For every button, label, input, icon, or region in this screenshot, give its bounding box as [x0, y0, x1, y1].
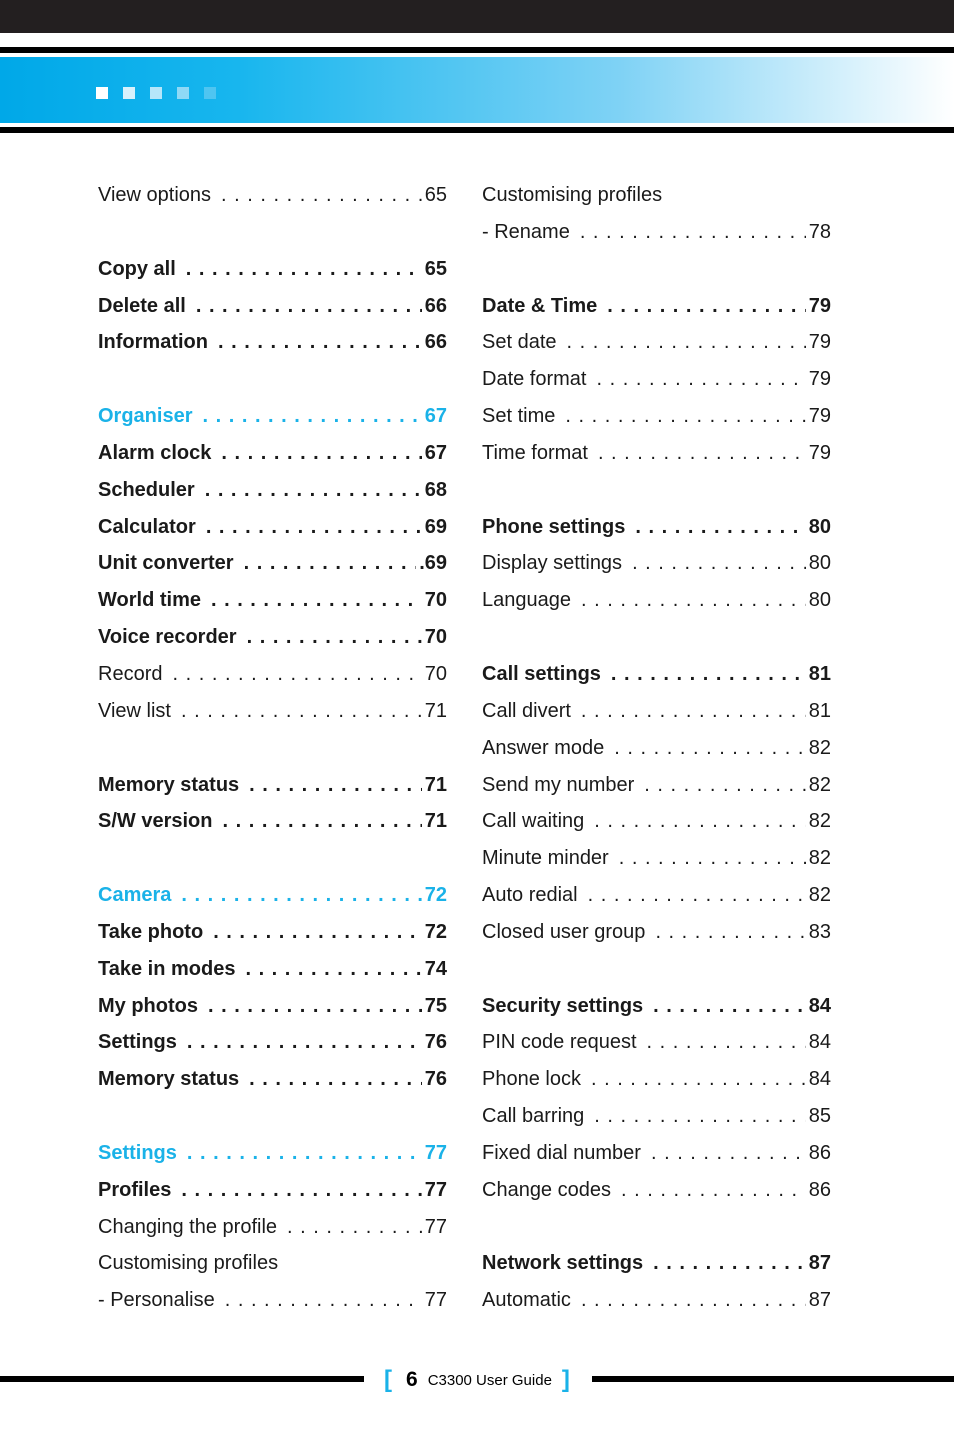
toc-entry[interactable]: [482, 884, 831, 921]
toc-entry-label: Information: [98, 331, 208, 354]
toc-entry-page: 65: [424, 184, 447, 206]
toc-entry-label: Display settings: [482, 552, 623, 575]
toc-leader-dots: [594, 1105, 805, 1128]
toc-entry-label: Language: [482, 589, 571, 612]
toc-entry[interactable]: [98, 884, 447, 921]
toc-entry-page: 78: [808, 220, 831, 243]
toc-entry[interactable]: [482, 442, 831, 479]
toc-leader-dots: [621, 1179, 806, 1202]
toc-entry[interactable]: [98, 1252, 447, 1289]
toc-entry-page: 69: [424, 515, 447, 538]
toc-entry[interactable]: [482, 1252, 831, 1289]
toc-leader-dots: [635, 516, 805, 539]
toc-entry[interactable]: [98, 663, 447, 700]
toc-leader-dots: [607, 295, 806, 318]
toc-entry-label: Scheduler: [98, 478, 195, 501]
toc-entry-page: 77: [424, 1289, 447, 1312]
toc-entry[interactable]: [98, 921, 447, 958]
toc-entry-label: Phone lock: [482, 1068, 581, 1091]
toc-entry-page: 82: [808, 810, 831, 833]
toc-entry-label: Profiles: [98, 1178, 172, 1201]
toc-entry-page: 83: [808, 920, 831, 943]
toc-entry-page: 67: [424, 405, 447, 428]
toc-entry-label: Phone settings: [482, 515, 626, 538]
toc-entry[interactable]: [98, 258, 447, 295]
toc-entry-label: Settings: [98, 1031, 177, 1054]
toc-spacer: [98, 847, 447, 884]
toc-leader-dots: [213, 921, 422, 944]
toc-entry-page: 70: [424, 589, 447, 612]
toc-entry-page: 71: [424, 810, 447, 833]
toc-entry[interactable]: [482, 700, 831, 737]
toc-leader-dots: [181, 1179, 421, 1202]
toc-entry-page: 79: [808, 331, 831, 354]
toc-leader-dots: [247, 626, 422, 649]
toc-leader-dots: [245, 958, 421, 981]
toc-entry[interactable]: [98, 1068, 447, 1105]
toc-entry-label: Delete all: [98, 294, 186, 317]
toc-entry-label: Minute minder: [482, 847, 609, 870]
toc-entry-page: 79: [808, 405, 831, 428]
toc-entry[interactable]: [482, 184, 831, 221]
toc-leader-dots: [581, 1289, 806, 1312]
toc-entry-label: View list: [98, 699, 171, 722]
toc-entry[interactable]: [482, 368, 831, 405]
toc-leader-dots: [581, 700, 806, 723]
toc-entry-page: 82: [808, 773, 831, 796]
toc-leader-dots: [244, 552, 417, 575]
toc-entry-page: 82: [808, 847, 831, 870]
page-footer: [384, 1362, 570, 1398]
toc-entry[interactable]: [482, 589, 831, 626]
toc-entry-page: 84: [808, 1068, 831, 1091]
toc-entry-label: Take in modes: [98, 957, 236, 980]
toc-leader-dots: [581, 589, 806, 612]
toc-entry-page: 79: [808, 368, 831, 391]
toc-leader-dots: [588, 884, 806, 907]
toc-entry-page: 67: [424, 441, 447, 464]
toc-entry-label: Changing the profile: [98, 1215, 278, 1238]
toc-entry[interactable]: [482, 1142, 831, 1179]
toc-leader-dots: [596, 368, 805, 391]
toc-entry-label: Customising profiles: [482, 184, 663, 206]
toc-entry-page: 80: [808, 515, 831, 538]
header-square-5: [204, 87, 216, 99]
toc-entry-label: World time: [98, 589, 201, 612]
toc-entry[interactable]: [98, 774, 447, 811]
toc-right-column: [482, 184, 831, 1326]
toc-entry-page: 87: [808, 1252, 831, 1275]
toc-spacer: [98, 221, 447, 258]
toc-entry-page: 86: [808, 1178, 831, 1201]
toc-spacer: [482, 1216, 831, 1253]
toc-entry[interactable]: [482, 995, 831, 1032]
toc-leader-dots: [567, 331, 806, 354]
toc-leader-dots: [181, 700, 422, 723]
toc-entry-page: 77: [424, 1178, 447, 1201]
toc-entry[interactable]: [98, 479, 447, 516]
footer-rule-left: [0, 1376, 364, 1382]
toc-entry-label: Send my number: [482, 773, 635, 796]
toc-entry-page: 80: [808, 589, 831, 612]
toc-entry[interactable]: [98, 1179, 447, 1216]
header-square-1: [96, 87, 108, 99]
toc-entry-page: 70: [424, 626, 447, 649]
toc-entry-label: View options: [98, 184, 212, 206]
toc-entry-page: 76: [424, 1031, 447, 1054]
toc-entry-label: Network settings: [482, 1252, 644, 1275]
toc-entry-label: Memory status: [98, 773, 240, 796]
toc-entry[interactable]: [482, 921, 831, 958]
toc-entry[interactable]: [482, 552, 831, 589]
toc-left-column: [98, 184, 447, 1326]
toc-entry[interactable]: [482, 737, 831, 774]
toc-entry-label: Call waiting: [482, 810, 585, 833]
toc-entry-page: 74: [424, 957, 447, 980]
toc-leader-dots: [565, 405, 805, 428]
toc-leader-dots: [598, 442, 806, 465]
toc-leader-dots: [619, 847, 806, 870]
toc-entry-page: 65: [424, 257, 447, 280]
toc-entry-label: Auto redial: [482, 884, 578, 907]
toc-spacer: [98, 368, 447, 405]
toc-entry[interactable]: [98, 295, 447, 332]
toc-entry-page: .69: [419, 552, 447, 575]
toc-entry-label: Organiser: [98, 405, 193, 428]
toc-spacer: [482, 626, 831, 663]
toc-entry[interactable]: [98, 184, 447, 221]
toc-entry-page: 80: [808, 552, 831, 575]
toc-leader-dots: [208, 995, 422, 1018]
toc-entry-page: 66: [424, 331, 447, 354]
toc-entry-label: Settings: [98, 1141, 177, 1164]
toc-entry-page: 84: [808, 994, 831, 1017]
toc-spacer: [482, 958, 831, 995]
toc-leader-dots: [181, 884, 421, 907]
toc-entry[interactable]: [482, 405, 831, 442]
toc-leader-dots: [614, 737, 805, 760]
toc-entry[interactable]: [98, 1031, 447, 1068]
header-rule-bottom: [0, 127, 954, 133]
toc-entry-label: - Rename: [482, 220, 570, 243]
toc-entry-label: Take photo: [98, 920, 204, 943]
toc-entry-label: Set time: [482, 405, 556, 428]
toc-leader-dots: [249, 774, 422, 797]
toc-entry-page: 75: [424, 994, 447, 1017]
toc-entry[interactable]: [482, 810, 831, 847]
guide-title: C3300 User Guide: [427, 1371, 552, 1389]
footer-close-bracket: ]: [561, 1366, 570, 1393]
toc-entry-page: 66: [424, 294, 447, 317]
toc-leader-dots: [196, 295, 422, 318]
toc-entry-label: S/W version: [98, 810, 213, 833]
toc-entry[interactable]: [98, 516, 447, 553]
toc-spacer: [482, 479, 831, 516]
toc-entry-page: 68: [424, 478, 447, 501]
toc-leader-dots: [287, 1216, 422, 1239]
toc-entry-label: - Personalise: [98, 1289, 215, 1312]
toc-entry-page: 71: [424, 699, 447, 722]
toc-leader-dots: [591, 1068, 806, 1091]
toc-entry-page: 77: [424, 1141, 447, 1164]
footer-open-bracket: [: [384, 1366, 392, 1393]
toc-entry-label: Alarm clock: [98, 441, 212, 464]
toc-entry-page: 86: [808, 1141, 831, 1164]
toc-leader-dots: [647, 1031, 806, 1054]
toc-entry-label: Unit converter: [98, 552, 234, 575]
toc-leader-dots: [187, 1031, 422, 1054]
toc-entry[interactable]: [98, 1216, 447, 1253]
toc-entry-label: Answer mode: [482, 736, 605, 759]
toc-entry-label: Change codes: [482, 1178, 611, 1201]
toc-entry-label: Camera: [98, 884, 172, 907]
toc-entry-page: 81: [808, 699, 831, 722]
toc-entry[interactable]: [482, 847, 831, 884]
toc-entry-page: 79: [808, 441, 831, 464]
toc-spacer: [98, 737, 447, 774]
toc-spacer: [98, 1105, 447, 1142]
toc-entry-page: 85: [808, 1105, 831, 1128]
toc-entry-label: Time format: [482, 441, 588, 464]
toc-leader-dots: [249, 1068, 422, 1091]
toc-entry-label: Automatic: [482, 1289, 571, 1312]
toc-entry[interactable]: [98, 1142, 447, 1179]
toc-leader-dots: [594, 810, 805, 833]
toc-entry-page: 72: [424, 920, 447, 943]
toc-entry-label: Date format: [482, 368, 587, 391]
page-number: 6: [406, 1368, 418, 1391]
toc-entry-label: Call settings: [482, 662, 601, 685]
toc-entry[interactable]: [482, 663, 831, 700]
toc-entry[interactable]: [98, 331, 447, 368]
header-square-3: [150, 87, 162, 99]
toc-leader-dots: [644, 774, 805, 797]
toc-leader-dots: [206, 516, 422, 539]
toc-entry-label: Record: [98, 662, 163, 685]
toc-entry[interactable]: [482, 516, 831, 553]
toc-entry-label: Call barring: [482, 1105, 585, 1128]
toc-entry-label: Fixed dial number: [482, 1141, 641, 1164]
toc-leader-dots: [218, 331, 422, 354]
toc-leader-dots: [172, 663, 421, 686]
toc-entry-label: Set date: [482, 331, 557, 354]
toc-entry-label: Voice recorder: [98, 626, 237, 649]
toc-entry-label: Call divert: [482, 699, 571, 722]
toc-entry[interactable]: [98, 552, 447, 589]
toc-entry-page: 87: [808, 1289, 831, 1312]
toc-entry-label: PIN code request: [482, 1031, 637, 1054]
toc-entry[interactable]: [482, 1031, 831, 1068]
toc-leader-dots: [202, 405, 421, 428]
toc-entry[interactable]: [98, 589, 447, 626]
toc-entry-label: My photos: [98, 994, 198, 1017]
footer-rule-right: [592, 1376, 954, 1382]
header-square-4: [177, 87, 189, 99]
toc-entry[interactable]: [98, 700, 447, 737]
toc-entry-page: 77: [424, 1215, 447, 1238]
toc-entry[interactable]: [98, 995, 447, 1032]
toc-entry[interactable]: [482, 295, 831, 332]
toc-entry-page: 82: [808, 884, 831, 907]
toc-entry-page: 71: [424, 773, 447, 796]
toc-leader-dots: [655, 921, 805, 944]
toc-entry[interactable]: [482, 1179, 831, 1216]
toc-entry-label: Copy all: [98, 257, 176, 280]
toc-entry[interactable]: [482, 1289, 831, 1326]
toc-entry[interactable]: [98, 810, 447, 847]
toc-entry-label: Customising profiles: [98, 1252, 279, 1275]
toc-entry-page: 84: [808, 1031, 831, 1054]
toc-leader-dots: [187, 1142, 422, 1165]
toc-entry[interactable]: [98, 405, 447, 442]
toc-leader-dots: [632, 552, 806, 575]
toc-spacer: [482, 258, 831, 295]
header-rule-top: [0, 47, 954, 53]
toc-entry[interactable]: [98, 958, 447, 995]
top-dark-bar: [0, 0, 954, 33]
toc-entry[interactable]: [482, 1105, 831, 1142]
toc-entry[interactable]: [482, 774, 831, 811]
toc-leader-dots: [653, 1252, 806, 1275]
toc-entry-page: 72: [424, 884, 447, 907]
toc-entry-page: 81: [808, 662, 831, 685]
toc-entry[interactable]: [482, 331, 831, 368]
toc-entry-label: Calculator: [98, 515, 196, 538]
toc-entry-page: 79: [808, 294, 831, 317]
toc-leader-dots: [611, 663, 806, 686]
toc-leader-dots: [221, 184, 422, 207]
toc-entry[interactable]: [98, 626, 447, 663]
toc-entry[interactable]: [482, 221, 831, 258]
toc-leader-dots: [580, 221, 806, 244]
toc-entry-page: 82: [808, 736, 831, 759]
toc-entry[interactable]: [98, 442, 447, 479]
toc-entry[interactable]: [98, 1289, 447, 1326]
toc-entry-label: Memory status: [98, 1068, 240, 1091]
header-square-2: [123, 87, 135, 99]
header-banner: [0, 57, 954, 123]
toc-entry-label: Date & Time: [482, 294, 598, 317]
toc-entry-label: Security settings: [482, 994, 644, 1017]
toc-leader-dots: [651, 1142, 806, 1165]
toc-entry[interactable]: [482, 1068, 831, 1105]
toc-entry-page: 76: [424, 1068, 447, 1091]
toc-leader-dots: [221, 442, 421, 465]
toc-leader-dots: [186, 258, 422, 281]
toc-leader-dots: [653, 995, 806, 1018]
toc-entry-page: 70: [424, 662, 447, 685]
toc-leader-dots: [205, 479, 422, 502]
toc-leader-dots: [211, 589, 422, 612]
toc-entry-label: Closed user group: [482, 920, 646, 943]
toc-leader-dots: [225, 1289, 422, 1312]
toc-leader-dots: [222, 810, 421, 833]
